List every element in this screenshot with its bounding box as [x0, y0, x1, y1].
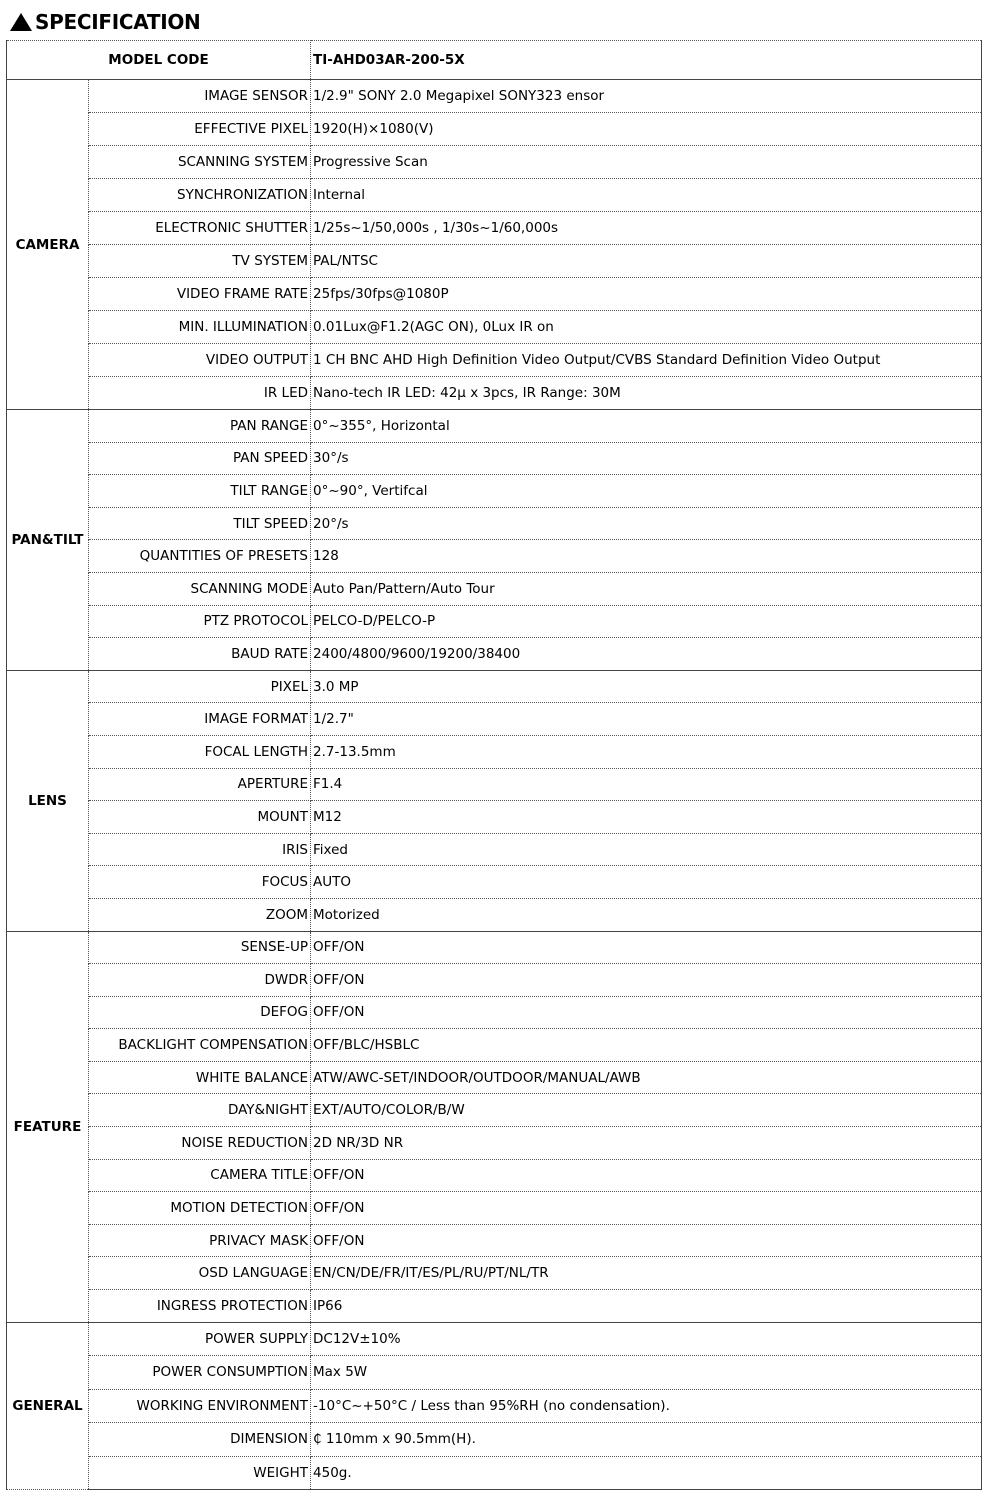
spec-row [7, 1192, 982, 1225]
spec-value: OFF/ON [311, 931, 982, 964]
spec-row [7, 833, 982, 866]
spec-row [7, 212, 982, 245]
spec-label: DEFOG [89, 996, 311, 1029]
spec-row [7, 278, 982, 311]
spec-value: 20°/s [311, 507, 982, 540]
spec-value: 1920(H)×1080(V) [311, 113, 982, 146]
spec-value: ₵ 110mm x 90.5mm(H). [311, 1423, 982, 1457]
spec-label: OSD LANGUAGE [89, 1257, 311, 1290]
spec-value: Progressive Scan [311, 146, 982, 179]
spec-label: DAY&NIGHT [89, 1094, 311, 1127]
spec-row [7, 996, 982, 1029]
spec-row [7, 605, 982, 638]
spec-value: OFF/ON [311, 996, 982, 1029]
spec-label: PAN SPEED [89, 442, 311, 475]
spec-label: PAN RANGE [89, 410, 311, 443]
spec-row [7, 80, 982, 113]
spec-value: OFF/ON [311, 1159, 982, 1192]
spec-row [7, 507, 982, 540]
spec-label: SENSE-UP [89, 931, 311, 964]
spec-value: PAL/NTSC [311, 245, 982, 278]
spec-value: Auto Pan/Pattern/Auto Tour [311, 572, 982, 605]
spec-value: 3.0 MP [311, 670, 982, 703]
section-label: LENS [7, 670, 89, 931]
spec-label: VIDEO FRAME RATE [89, 278, 311, 311]
spec-label: POWER SUPPLY [89, 1322, 311, 1356]
spec-row [7, 1456, 982, 1490]
spec-value: DC12V±10% [311, 1322, 982, 1356]
spec-label: SCANNING SYSTEM [89, 146, 311, 179]
section-label: GENERAL [7, 1322, 89, 1490]
spec-row [7, 670, 982, 703]
spec-value: 2400/4800/9600/19200/38400 [311, 638, 982, 671]
spec-row [7, 1290, 982, 1323]
spec-value: Motorized [311, 898, 982, 931]
spec-row [7, 1389, 982, 1423]
spec-row [7, 1356, 982, 1390]
spec-label: IMAGE SENSOR [89, 80, 311, 113]
spec-label: MOUNT [89, 801, 311, 834]
spec-row [7, 344, 982, 377]
spec-row [7, 1029, 982, 1062]
spec-value: IP66 [311, 1290, 982, 1323]
spec-row [7, 377, 982, 410]
spec-value: EN/CN/DE/FR/IT/ES/PL/RU/PT/NL/TR [311, 1257, 982, 1290]
spec-row [7, 1094, 982, 1127]
spec-label: NOISE REDUCTION [89, 1127, 311, 1160]
spec-value: 450g. [311, 1456, 982, 1490]
spec-title-text: SPECIFICATION [35, 10, 201, 34]
spec-value: 128 [311, 540, 982, 573]
spec-value: 0°~355°, Horizontal [311, 410, 982, 443]
spec-row [7, 898, 982, 931]
spec-row [7, 1159, 982, 1192]
spec-value: 1/2.9" SONY 2.0 Megapixel SONY323 ensor [311, 80, 982, 113]
spec-row [7, 1224, 982, 1257]
spec-row [7, 179, 982, 212]
spec-value: OFF/ON [311, 1192, 982, 1225]
section-label: CAMERA [7, 80, 89, 410]
spec-row [7, 1061, 982, 1094]
spec-row [7, 146, 982, 179]
spec-label: BACKLIGHT COMPENSATION [89, 1029, 311, 1062]
spec-label: IR LED [89, 377, 311, 410]
spec-row [7, 964, 982, 997]
spec-label: DIMENSION [89, 1423, 311, 1457]
spec-label: INGRESS PROTECTION [89, 1290, 311, 1323]
spec-label: VIDEO OUTPUT [89, 344, 311, 377]
spec-value: OFF/BLC/HSBLC [311, 1029, 982, 1062]
spec-value: 2D NR/3D NR [311, 1127, 982, 1160]
spec-row [7, 931, 982, 964]
spec-value: Fixed [311, 833, 982, 866]
spec-row [7, 572, 982, 605]
spec-label: EFFECTIVE PIXEL [89, 113, 311, 146]
spec-label: WORKING ENVIRONMENT [89, 1389, 311, 1423]
spec-table [6, 40, 982, 1490]
model-code-value: TI-AHD03AR-200-5X [311, 41, 982, 80]
spec-value: 1/2.7" [311, 703, 982, 736]
spec-value: 1/25s~1/50,000s , 1/30s~1/60,000s [311, 212, 982, 245]
spec-value: ATW/AWC-SET/INDOOR/OUTDOOR/MANUAL/AWB [311, 1061, 982, 1094]
spec-label: APERTURE [89, 768, 311, 801]
spec-value: OFF/ON [311, 964, 982, 997]
spec-row [7, 410, 982, 443]
spec-label: QUANTITIES OF PRESETS [89, 540, 311, 573]
spec-row [7, 801, 982, 834]
spec-value: AUTO [311, 866, 982, 899]
spec-row [7, 1423, 982, 1457]
spec-label: FOCAL LENGTH [89, 735, 311, 768]
spec-label: ZOOM [89, 898, 311, 931]
spec-row [7, 442, 982, 475]
spec-value: M12 [311, 801, 982, 834]
spec-row [7, 735, 982, 768]
spec-value: 25fps/30fps@1080P [311, 278, 982, 311]
model-code-label: MODEL CODE [7, 41, 311, 80]
spec-label: SCANNING MODE [89, 572, 311, 605]
spec-value: EXT/AUTO/COLOR/B/W [311, 1094, 982, 1127]
spec-label: WHITE BALANCE [89, 1061, 311, 1094]
spec-label: MOTION DETECTION [89, 1192, 311, 1225]
spec-label: FOCUS [89, 866, 311, 899]
spec-label: IRIS [89, 833, 311, 866]
spec-row [7, 245, 982, 278]
spec-value: -10°C~+50°C / Less than 95%RH (no condensation). [311, 1389, 982, 1423]
spec-value: F1.4 [311, 768, 982, 801]
spec-row [7, 311, 982, 344]
spec-row [7, 703, 982, 736]
spec-label: PTZ PROTOCOL [89, 605, 311, 638]
spec-label: PRIVACY MASK [89, 1224, 311, 1257]
spec-row [7, 1322, 982, 1356]
section-label: PAN&TILT [7, 410, 89, 671]
spec-value: Internal [311, 179, 982, 212]
spec-label: IMAGE FORMAT [89, 703, 311, 736]
spec-row [7, 540, 982, 573]
spec-label: ELECTRONIC SHUTTER [89, 212, 311, 245]
spec-row [7, 1127, 982, 1160]
spec-value: Max 5W [311, 1356, 982, 1390]
spec-label: POWER CONSUMPTION [89, 1356, 311, 1390]
spec-label: PIXEL [89, 670, 311, 703]
triangle-icon [10, 13, 32, 31]
spec-row [7, 475, 982, 508]
spec-value: 1 CH BNC AHD High Definition Video Output/CVBS Standard Definition Video Output [311, 344, 982, 377]
spec-label: SYNCHRONIZATION [89, 179, 311, 212]
spec-value: OFF/ON [311, 1224, 982, 1257]
spec-row [7, 638, 982, 671]
spec-label: MIN. ILLUMINATION [89, 311, 311, 344]
spec-row [7, 1257, 982, 1290]
spec-value: 30°/s [311, 442, 982, 475]
spec-value: PELCO-D/PELCO-P [311, 605, 982, 638]
spec-title [10, 8, 200, 36]
spec-row [7, 113, 982, 146]
spec-value: 2.7-13.5mm [311, 735, 982, 768]
spec-row [7, 866, 982, 899]
spec-label: TV SYSTEM [89, 245, 311, 278]
model-code-row [7, 41, 982, 80]
spec-label: TILT SPEED [89, 507, 311, 540]
spec-value: 0.01Lux@F1.2(AGC ON), 0Lux IR on [311, 311, 982, 344]
spec-value: Nano-tech IR LED: 42µ x 3pcs, IR Range: 30M [311, 377, 982, 410]
spec-row [7, 768, 982, 801]
spec-label: WEIGHT [89, 1456, 311, 1490]
spec-label: DWDR [89, 964, 311, 997]
spec-label: CAMERA TITLE [89, 1159, 311, 1192]
spec-label: TILT RANGE [89, 475, 311, 508]
spec-value: 0°~90°, Vertifcal [311, 475, 982, 508]
section-label: FEATURE [7, 931, 89, 1322]
spec-label: BAUD RATE [89, 638, 311, 671]
